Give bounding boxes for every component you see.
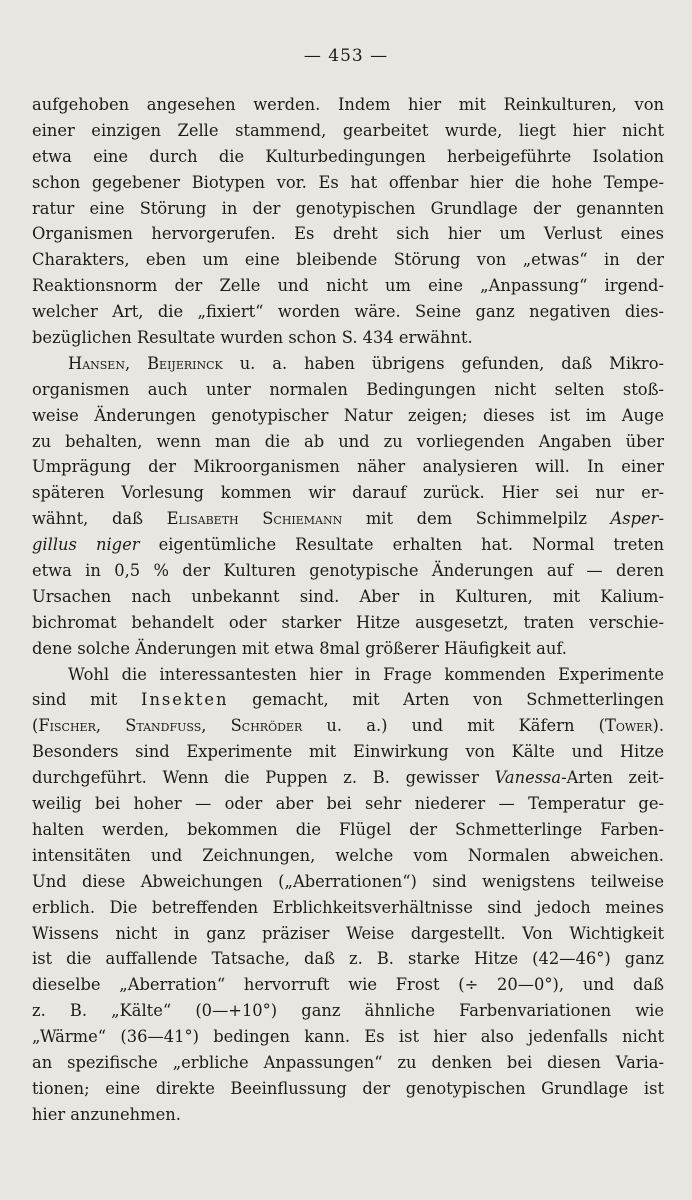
text-line: bichromat behandelt oder starker Hitze ausgesetzt, traten verschie- bbox=[32, 612, 664, 632]
text-segment: wähnt, daß bbox=[32, 509, 167, 529]
text-line: einer einzigen Zelle stammend, gearbeitet wurde, liegt hier nicht bbox=[32, 120, 664, 140]
text-line: etwa eine durch die Kulturbedingungen herbeigeführte Isolation bbox=[32, 146, 664, 166]
spaced-term: Insekten bbox=[141, 690, 229, 710]
text-line: halten werden, bekommen die Flügel der Schmetterlinge Farben- bbox=[32, 819, 664, 839]
text-line bbox=[32, 506, 664, 532]
text-line: ist die auffallende Tatsache, daß z. B. starke Hitze (42—46°) ganz bbox=[32, 949, 664, 969]
text-segment: u. a.) und mit Käfern ( bbox=[302, 716, 605, 736]
author-name: Fischer bbox=[38, 716, 96, 736]
text-line: tionen; eine direkte Beeinflussung der genotypischen Grundlage ist bbox=[32, 1078, 664, 1098]
text-line: Wohl die interessantesten hier in Frage kommenden Experimente bbox=[68, 664, 664, 684]
text-line: schon gegebener Biotypen vor. Es hat offenbar hier die hohe Tempe- bbox=[32, 172, 664, 192]
text-line: dieselbe „Aberration“ hervorruft wie Frost (÷ 20—0°), und daß bbox=[32, 975, 664, 995]
text-line: etwa in 0,5 % der Kulturen genotypische Änderungen auf — deren bbox=[32, 561, 664, 581]
italic-term: Asper- bbox=[610, 509, 664, 529]
text-segment: , bbox=[95, 716, 126, 736]
text-segment: u. a. haben übrigens gefunden, daß Mikro- bbox=[222, 353, 664, 373]
page-number: — 453 — bbox=[303, 46, 389, 66]
text-line: Organismen hervorgerufen. Es dreht sich hier um Verlust eines bbox=[32, 224, 664, 244]
author-name: Tower bbox=[604, 716, 653, 736]
text-line: bezüglichen Resultate wurden schon S. 434 erwähnt. bbox=[32, 328, 473, 348]
text-line: Wissens nicht in ganz präziser Weise dargestellt. Von Wichtigkeit bbox=[32, 923, 664, 943]
text-line: „Wärme“ (36—41°) bedingen kann. Es ist hier also jedenfalls nicht bbox=[32, 1027, 664, 1047]
text-line: intensitäten und Zeichnungen, welche vom Normalen abweichen. bbox=[32, 845, 664, 865]
text-segment: , bbox=[124, 353, 148, 373]
text-line: Reaktionsnorm der Zelle und nicht um eine „Anpassung“ irgend- bbox=[32, 276, 664, 296]
text-line bbox=[32, 713, 664, 739]
text-segment: durchgeführt. Wenn die Puppen z. B. gewisser bbox=[32, 768, 495, 788]
text-line bbox=[32, 532, 664, 558]
text-segment: ). bbox=[652, 716, 664, 736]
text-line bbox=[32, 765, 664, 791]
text-line: Besonders sind Experimente mit Einwirkung von Kälte und Hitze bbox=[32, 742, 664, 762]
italic-term: gillus niger bbox=[32, 535, 140, 555]
text-line: welcher Art, die „fixiert“ worden wäre. Seine ganz negativen dies- bbox=[32, 302, 664, 322]
text-line: organismen auch unter normalen Bedingungen nicht selten stoß- bbox=[32, 379, 664, 399]
author-name: Schröder bbox=[230, 716, 303, 736]
text-line: Umprägung der Mikroorganismen näher analysieren will. In einer bbox=[32, 457, 664, 477]
text-segment: , bbox=[201, 716, 231, 736]
text-segment: mit dem Schimmelpilz bbox=[342, 509, 611, 529]
text-segment: gemacht, mit Arten von Schmetterlingen bbox=[228, 690, 664, 710]
author-name: Beijerinck bbox=[147, 353, 223, 373]
author-name: Elisabeth Schiemann bbox=[166, 509, 343, 529]
italic-term: Vanessa bbox=[494, 768, 562, 788]
text-line: Und diese Abweichungen („Aberrationen“) sind wenigstens teilweise bbox=[32, 871, 664, 891]
text-segment: -Arten zeit- bbox=[561, 768, 664, 788]
text-line: hier anzunehmen. bbox=[32, 1104, 181, 1124]
text-segment: eigentümliche Resultate erhalten hat. Normal treten bbox=[139, 535, 664, 555]
text-line: weise Änderungen genotypischer Natur zeigen; dieses ist im Auge bbox=[32, 405, 664, 425]
text-line: Ursachen nach unbekannt sind. Aber in Kulturen, mit Kalium- bbox=[32, 586, 664, 606]
text-segment: ( bbox=[32, 716, 39, 736]
body-text bbox=[32, 92, 664, 1128]
text-line: dene solche Änderungen mit etwa 8mal größerer Häufigkeit auf. bbox=[32, 638, 567, 658]
text-line: zu behalten, wenn man die ab und zu vorliegenden Angaben über bbox=[32, 431, 664, 451]
text-line bbox=[32, 687, 664, 713]
text-line: späteren Vorlesung kommen wir darauf zurück. Hier sei nur er- bbox=[32, 483, 664, 503]
text-line bbox=[32, 351, 664, 377]
text-line: erblich. Die betreffenden Erblichkeitsverhältnisse sind jedoch meines bbox=[32, 897, 664, 917]
text-line: an spezifische „erbliche Anpassungen“ zu denken bei diesen Varia- bbox=[32, 1052, 664, 1072]
text-line: Charakters, eben um eine bleibende Störung von „etwas“ in der bbox=[32, 250, 664, 270]
text-segment: sind mit bbox=[32, 690, 142, 710]
author-name: Hansen bbox=[68, 353, 125, 373]
text-line: ratur eine Störung in der genotypischen Grundlage der genannten bbox=[32, 198, 664, 218]
text-line: aufgehoben angesehen werden. Indem hier mit Reinkulturen, von bbox=[32, 95, 664, 114]
text-line: z. B. „Kälte“ (0—+10°) ganz ähnliche Farbenvariationen wie bbox=[32, 1001, 664, 1021]
author-name: Standfuss bbox=[125, 716, 202, 736]
text-line: weilig bei hoher — oder aber bei sehr niederer — Temperatur ge- bbox=[32, 794, 664, 814]
